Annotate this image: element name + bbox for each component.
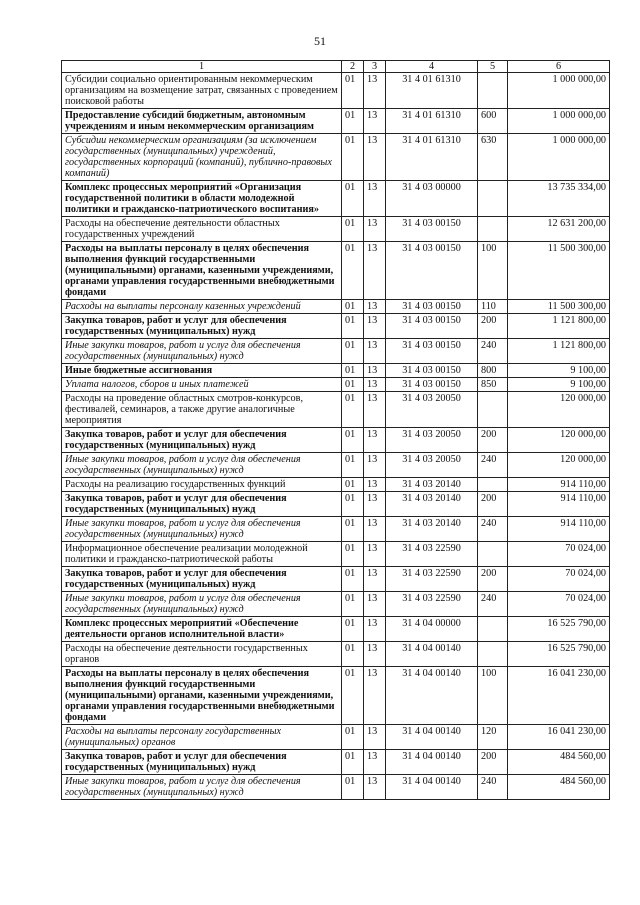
row-name: Уплата налогов, сборов и иных платежей [62, 378, 342, 392]
row-target-article: 31 4 04 00000 [386, 617, 478, 642]
row-subsection-code: 13 [364, 378, 386, 392]
row-subsection-code: 13 [364, 750, 386, 775]
row-section-code: 01 [342, 567, 364, 592]
row-expense-type: 200 [478, 492, 508, 517]
row-amount: 11 500 300,00 [508, 242, 610, 300]
row-subsection-code: 13 [364, 242, 386, 300]
row-expense-type: 100 [478, 667, 508, 725]
page-number: 51 [314, 34, 326, 48]
row-section-code: 01 [342, 592, 364, 617]
row-target-article: 31 4 03 20140 [386, 478, 478, 492]
row-section-code: 01 [342, 392, 364, 428]
row-expense-type [478, 642, 508, 667]
table-row [62, 392, 610, 428]
row-amount: 1 000 000,00 [508, 73, 610, 109]
row-expense-type: 240 [478, 592, 508, 617]
header-col-6: 6 [508, 61, 610, 73]
row-subsection-code: 13 [364, 667, 386, 725]
table-row [62, 339, 610, 364]
row-amount: 16 525 790,00 [508, 642, 610, 667]
row-amount: 120 000,00 [508, 392, 610, 428]
row-subsection-code: 13 [364, 428, 386, 453]
row-target-article: 31 4 03 20140 [386, 492, 478, 517]
row-name: Закупка товаров, работ и услуг для обеспечения государственных (муниципальных) нужд [62, 314, 342, 339]
row-expense-type: 240 [478, 453, 508, 478]
table-row [62, 517, 610, 542]
table-row [62, 542, 610, 567]
row-section-code: 01 [342, 242, 364, 300]
row-section-code: 01 [342, 378, 364, 392]
row-target-article: 31 4 03 20140 [386, 517, 478, 542]
row-section-code: 01 [342, 339, 364, 364]
row-expense-type: 240 [478, 339, 508, 364]
row-name: Расходы на выплаты персоналу казенных учреждений [62, 300, 342, 314]
row-name: Закупка товаров, работ и услуг для обеспечения государственных (муниципальных) нужд [62, 428, 342, 453]
row-subsection-code: 13 [364, 617, 386, 642]
row-subsection-code: 13 [364, 775, 386, 800]
row-target-article: 31 4 01 61310 [386, 134, 478, 181]
row-expense-type: 850 [478, 378, 508, 392]
row-name: Расходы на выплаты персоналу в целях обеспечения выполнения функций государственными (муниципальными) органами, казенными учреждениями, органами управления государственными внебюджетными фондами [62, 242, 342, 300]
table-row [62, 73, 610, 109]
row-amount: 484 560,00 [508, 750, 610, 775]
row-section-code: 01 [342, 181, 364, 217]
table-row [62, 478, 610, 492]
row-amount: 9 100,00 [508, 378, 610, 392]
row-name: Расходы на обеспечение деятельности областных государственных учреждений [62, 217, 342, 242]
row-amount: 1 000 000,00 [508, 109, 610, 134]
row-expense-type: 240 [478, 775, 508, 800]
row-expense-type: 200 [478, 567, 508, 592]
row-name: Иные закупки товаров, работ и услуг для обеспечения государственных (муниципальных) нужд [62, 453, 342, 478]
row-name: Субсидии некоммерческим организациям (за исключением государственных (муниципальных) учреждений, государственных корпораций (компаний), публично-правовых компаний) [62, 134, 342, 181]
table-row [62, 617, 610, 642]
row-expense-type: 200 [478, 750, 508, 775]
row-section-code: 01 [342, 492, 364, 517]
row-name: Закупка товаров, работ и услуг для обеспечения государственных (муниципальных) нужд [62, 750, 342, 775]
row-target-article: 31 4 03 00150 [386, 242, 478, 300]
row-subsection-code: 13 [364, 364, 386, 378]
row-subsection-code: 13 [364, 339, 386, 364]
row-expense-type [478, 217, 508, 242]
table-row [62, 242, 610, 300]
row-amount: 914 110,00 [508, 492, 610, 517]
row-expense-type [478, 73, 508, 109]
row-name: Расходы на реализацию государственных функций [62, 478, 342, 492]
row-expense-type: 120 [478, 725, 508, 750]
row-target-article: 31 4 03 00150 [386, 364, 478, 378]
row-section-code: 01 [342, 478, 364, 492]
row-section-code: 01 [342, 775, 364, 800]
row-target-article: 31 4 03 22590 [386, 592, 478, 617]
row-name: Расходы на обеспечение деятельности государственных органов [62, 642, 342, 667]
row-amount: 9 100,00 [508, 364, 610, 378]
row-amount: 70 024,00 [508, 592, 610, 617]
row-name: Иные закупки товаров, работ и услуг для обеспечения государственных (муниципальных) нужд [62, 775, 342, 800]
row-subsection-code: 13 [364, 642, 386, 667]
row-subsection-code: 13 [364, 134, 386, 181]
row-target-article: 31 4 01 61310 [386, 73, 478, 109]
row-amount: 13 735 334,00 [508, 181, 610, 217]
row-target-article: 31 4 01 61310 [386, 109, 478, 134]
row-subsection-code: 13 [364, 392, 386, 428]
row-target-article: 31 4 03 22590 [386, 567, 478, 592]
table-row [62, 775, 610, 800]
row-section-code: 01 [342, 217, 364, 242]
row-name: Иные закупки товаров, работ и услуг для обеспечения государственных (муниципальных) нужд [62, 339, 342, 364]
row-name: Закупка товаров, работ и услуг для обеспечения государственных (муниципальных) нужд [62, 567, 342, 592]
row-target-article: 31 4 04 00140 [386, 750, 478, 775]
header-col-3: 3 [364, 61, 386, 73]
row-target-article: 31 4 03 00000 [386, 181, 478, 217]
row-target-article: 31 4 03 20050 [386, 428, 478, 453]
row-section-code: 01 [342, 453, 364, 478]
row-amount: 16 041 230,00 [508, 667, 610, 725]
row-amount: 1 121 800,00 [508, 339, 610, 364]
row-section-code: 01 [342, 134, 364, 181]
budget-table [61, 60, 610, 800]
row-target-article: 31 4 03 22590 [386, 542, 478, 567]
table-row [62, 428, 610, 453]
row-expense-type: 630 [478, 134, 508, 181]
row-target-article: 31 4 03 00150 [386, 339, 478, 364]
row-section-code: 01 [342, 542, 364, 567]
table-row [62, 567, 610, 592]
row-subsection-code: 13 [364, 314, 386, 339]
row-subsection-code: 13 [364, 478, 386, 492]
row-subsection-code: 13 [364, 567, 386, 592]
table-row [62, 134, 610, 181]
row-section-code: 01 [342, 725, 364, 750]
table-header-row [62, 61, 610, 73]
row-name: Предоставление субсидий бюджетным, автономным учреждениям и иным некоммерческим организациям [62, 109, 342, 134]
table-row [62, 667, 610, 725]
row-section-code: 01 [342, 109, 364, 134]
row-subsection-code: 13 [364, 217, 386, 242]
header-col-5: 5 [478, 61, 508, 73]
row-subsection-code: 13 [364, 73, 386, 109]
row-subsection-code: 13 [364, 181, 386, 217]
row-amount: 120 000,00 [508, 428, 610, 453]
table-row [62, 378, 610, 392]
row-amount: 1 000 000,00 [508, 134, 610, 181]
table-row [62, 725, 610, 750]
table-row [62, 109, 610, 134]
row-subsection-code: 13 [364, 492, 386, 517]
row-section-code: 01 [342, 667, 364, 725]
row-target-article: 31 4 03 00150 [386, 300, 478, 314]
row-target-article: 31 4 04 00140 [386, 775, 478, 800]
row-name: Иные бюджетные ассигнования [62, 364, 342, 378]
row-expense-type [478, 478, 508, 492]
row-target-article: 31 4 03 00150 [386, 378, 478, 392]
row-amount: 16 041 230,00 [508, 725, 610, 750]
table-row [62, 300, 610, 314]
table-row [62, 181, 610, 217]
row-subsection-code: 13 [364, 300, 386, 314]
row-section-code: 01 [342, 73, 364, 109]
table-row [62, 217, 610, 242]
row-name: Закупка товаров, работ и услуг для обеспечения государственных (муниципальных) нужд [62, 492, 342, 517]
row-expense-type: 200 [478, 428, 508, 453]
row-amount: 914 110,00 [508, 517, 610, 542]
table-row [62, 364, 610, 378]
row-name: Иные закупки товаров, работ и услуг для обеспечения государственных (муниципальных) нужд [62, 592, 342, 617]
row-amount: 16 525 790,00 [508, 617, 610, 642]
row-amount: 70 024,00 [508, 567, 610, 592]
row-amount: 70 024,00 [508, 542, 610, 567]
row-subsection-code: 13 [364, 517, 386, 542]
row-name: Расходы на выплаты персоналу в целях обеспечения выполнения функций государственными (муниципальными) органами, казенными учреждениями, органами управления государственными внебюджетными фондами [62, 667, 342, 725]
table-row [62, 592, 610, 617]
row-target-article: 31 4 04 00140 [386, 725, 478, 750]
row-section-code: 01 [342, 364, 364, 378]
row-target-article: 31 4 04 00140 [386, 667, 478, 725]
row-name: Информационное обеспечение реализации молодежной политики и гражданско-патриотической работы [62, 542, 342, 567]
row-section-code: 01 [342, 300, 364, 314]
row-expense-type: 200 [478, 314, 508, 339]
row-target-article: 31 4 03 00150 [386, 314, 478, 339]
row-name: Комплекс процессных мероприятий «Обеспечение деятельности органов исполнительной власти» [62, 617, 342, 642]
row-subsection-code: 13 [364, 542, 386, 567]
row-section-code: 01 [342, 314, 364, 339]
row-subsection-code: 13 [364, 109, 386, 134]
row-expense-type: 100 [478, 242, 508, 300]
row-amount: 11 500 300,00 [508, 300, 610, 314]
row-target-article: 31 4 03 00150 [386, 217, 478, 242]
row-expense-type: 240 [478, 517, 508, 542]
row-amount: 484 560,00 [508, 775, 610, 800]
header-col-2: 2 [342, 61, 364, 73]
table-row [62, 642, 610, 667]
table-row [62, 453, 610, 478]
row-name: Иные закупки товаров, работ и услуг для обеспечения государственных (муниципальных) нужд [62, 517, 342, 542]
row-name: Расходы на выплаты персоналу государственных (муниципальных) органов [62, 725, 342, 750]
row-section-code: 01 [342, 517, 364, 542]
row-name: Расходы на проведение областных смотров-конкурсов, фестивалей, семинаров, а также другие аналогичные мероприятия [62, 392, 342, 428]
row-amount: 914 110,00 [508, 478, 610, 492]
row-expense-type: 600 [478, 109, 508, 134]
row-subsection-code: 13 [364, 453, 386, 478]
table-row [62, 314, 610, 339]
row-subsection-code: 13 [364, 725, 386, 750]
row-amount: 120 000,00 [508, 453, 610, 478]
row-expense-type [478, 617, 508, 642]
header-col-4: 4 [386, 61, 478, 73]
row-expense-type [478, 392, 508, 428]
row-name: Комплекс процессных мероприятий «Организация государственной политики в области молодежной политики и гражданско-патриотического воспитания» [62, 181, 342, 217]
row-expense-type [478, 181, 508, 217]
row-subsection-code: 13 [364, 592, 386, 617]
row-amount: 1 121 800,00 [508, 314, 610, 339]
row-target-article: 31 4 03 20050 [386, 453, 478, 478]
table-row [62, 492, 610, 517]
table-row [62, 750, 610, 775]
header-col-1: 1 [62, 61, 342, 73]
row-amount: 12 631 200,00 [508, 217, 610, 242]
row-section-code: 01 [342, 428, 364, 453]
row-section-code: 01 [342, 750, 364, 775]
row-expense-type: 110 [478, 300, 508, 314]
row-expense-type: 800 [478, 364, 508, 378]
row-expense-type [478, 542, 508, 567]
row-target-article: 31 4 03 20050 [386, 392, 478, 428]
row-name: Субсидии социально ориентированным некоммерческим организациям на возмещение затрат, связанных с проведением поисковой работы [62, 73, 342, 109]
row-section-code: 01 [342, 617, 364, 642]
row-section-code: 01 [342, 642, 364, 667]
row-target-article: 31 4 04 00140 [386, 642, 478, 667]
